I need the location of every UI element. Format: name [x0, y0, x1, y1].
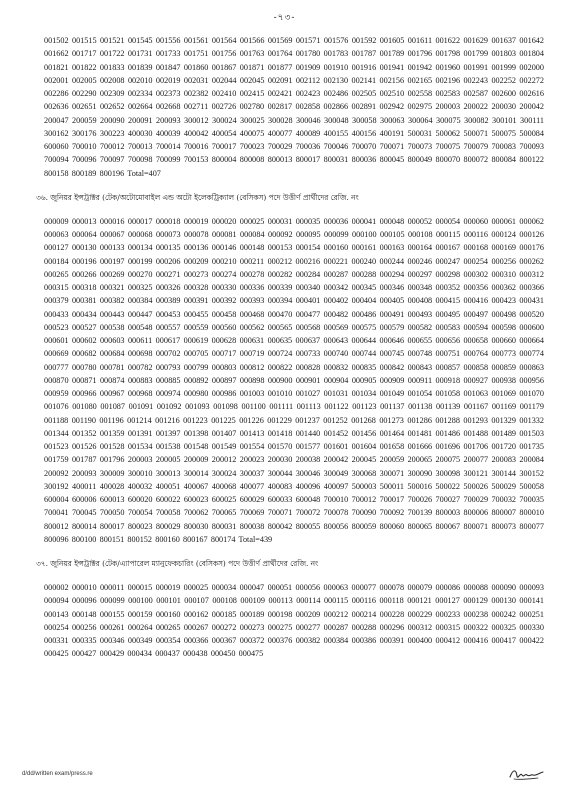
- total-count: Total=439: [238, 534, 273, 544]
- total-count: Total=407: [127, 168, 161, 178]
- registration-number-list: [44, 581, 544, 661]
- registration-numbers: 000002 000010 000011 000015 000019 000025 000034 000047 000051 000056 000063 000077 000078 000079 000086 000088 000090 000093 000094 000096 000099 000100 000101 000107 000108 000109 000113 000114 000115 000116 000118 000121 000127 000129 000130 000141 000143 000148 000155 000159 000160 000162 000185 000189 000198 000209 000212 000214 000228 000229 000233 000238 000242 000251 000254 000256 000261 000264 000265 000267 000272 000273 000275 000277 000287 000288 000296 000312 000315 000322 000325 000330 000331 000335 000346 000349 000354 000366 000367 000372 000376 000382 000384 000386 000391 000400 000412 000416 000417 000422 000425 000427 000429 000434 000437 000438 000450 000475: [44, 583, 544, 659]
- section-heading-37: ৩৭. জুনিয়র ইন্সট্রাক্টর (টেক/এ্যাপারেল ম্যানুফেকচারিং (বেসিকস) পদে উত্তীর্ণ প্রার্থীদের রেজি. নং: [36, 559, 319, 568]
- registration-numbers: 000009 000013 000016 000017 000018 000019 000020 000025 000031 000035 000036 000041 000048 000052 000054 000060 000061 000062 000063 000064 000067 000068 000073 000078 000081 000084 000092 000095 000099 000100 000105 000108 000115 000116 000124 000126 000127 000130 000133 000134 000135 000136 000146 000148 000153 000154 000160 000161 000163 000164 000167 000168 000169 000176 000184 000196 000197 000199 000206 000209 000210 000211 000212 000216 000221 000240 000244 000246 000247 000254 000256 000262 000265 000266 000269 000270 000271 000273 000274 000278 000282 000284 000287 000288 000294 000297 000298 000302 000310 000312 000315 000318 000321 000325 000326 000328 000330 000336 000339 000340 000342 000345 000346 000348 000352 000356 000362 000366 000379 000381 000382 000384 000389 000391 000392 000393 000394 000401 000402 000404 000405 000408 000415 000416 000423 000431 000433 000434 000443 000447 000453 000455 000458 000468 000470 000477 000482 000486 000491 000493 000495 000497 000498 000520 000523 000527 000538 000548 000557 000559 000560 000562 000565 000568 000569 000575 000579 000582 000583 000594 000598 000600 000601 000602 000603 000611 000617 000619 000628 000631 000635 000637 000643 000644 000646 000655 000656 000658 000660 000664 000669 000682 000684 000698 000702 000705 000717 000719 000724 000733 000740 000744 000745 000748 000751 000764 000773 000774 000777 000780 000781 000782 000793 000799 000803 000812 000822 000828 000832 000835 000842 000843 000857 000858 000859 000863 000870 000871 000874 000883 000885 000892 000897 000898 000900 000901 000904 000905 000909 000911 000918 000927 000938 000956 000959 000966 000967 000968 000974 000980 000986 001003 001010 001027 001031 001034 001049 001054 001058 001063 001069 001070 001076 001080 001087 001091 001092 001093 001098 001100 001111 001113 001122 001123 001137 001138 001139 001167 001169 001179 001188 001190 001196 001214 001216 001223 001225 001226 001229 001237 001252 001268 001273 001286 001288 001293 001329 001332 001344 001352 001359 001391 001397 001398 001407 001413 001418 001440 001452 001456 001464 001481 001486 001488 001489 001503 001523 001526 001528 001534 001538 001548 001549 001554 001570 001577 001601 001604 001658 001666 001696 001706 001720 001735 001759 001787 001796 200003 200005 200009 200012 200023 200030 200038 200042 200045 200059 200065 200075 200077 200083 200084 200092 200093 300009 300010 300013 300014 300024 300037 300044 300046 300049 300068 300071 300090 300098 300121 300144 300152 300192 400011 400028 400032 400051 400067 400068 400077 400083 400096 400097 500003 500011 500016 500022 500026 500029 500058 600004 600006 600013 600020 600022 600023 600025 600029 600033 600048 700010 700012 700017 700026 700027 700029 700032 700035 700041 700045 700050 700054 700058 700062 700065 700069 700071 700072 700078 700090 700092 700139 800003 800006 800007 800010 800012 800014 800017 800023 800029 800030 800031 800038 800042 800055 800056 800059 800060 800065 800067 800071 800073 800077 800096 800100 800151 800152 800160 800167 800174: [44, 216, 544, 544]
- registration-number-list: [44, 34, 544, 180]
- signature-icon: [508, 766, 546, 782]
- registration-numbers: 001502 001515 001521 001545 001556 001561 001564 001566 001569 001571 001576 001592 001605 001611 001622 001629 001637 001642 001662 001717 001722 001731 001733 001751 001756 001763 001764 001780 001783 001787 001789 001796 001798 001799 001803 001804 001821 001822 001833 001839 001847 001860 001867 001871 001877 001909 001910 001916 001941 001942 001960 001991 001999 002000 002001 002005 002008 002010 002019 002031 002044 002045 002091 002112 002130 002141 002156 002165 002196 002243 002252 002272 002286 002290 002309 002334 002373 002382 002410 002415 002421 002423 002486 002505 002510 002558 002583 002587 002600 002616 002636 002651 002652 002664 002668 002711 002726 002780 002817 002858 002866 002891 002942 002975 200003 200022 200030 200042 200047 200059 200090 200091 200093 300012 300024 300025 300028 300046 300048 300058 300063 300064 300075 300082 300101 300111 300162 300176 300223 400030 400039 400042 400054 400075 400077 400089 400155 400156 400191 500031 500062 500071 500075 500084 600060 700010 700012 700013 700014 700016 700017 700023 700029 700036 700046 700070 700071 700073 700075 700079 700083 700093 700094 700096 700097 700098 700099 700153 800004 800008 800013 800017 800031 800036 800045 800049 800070 800072 800084 800122 800158 800189 800196: [44, 36, 544, 178]
- registration-number-list: [44, 215, 544, 546]
- page-number: -৭৩-: [273, 13, 296, 23]
- section-heading-36: ৩৬. জুনিয়র ইন্সট্রাক্টর (টেক/অটোমোবাইল এন্ড অটো ইলেকট্রিক্যাল (বেসিকস) পদে উত্তীর্ণ প্রার্থীদের রেজি. নং: [36, 192, 359, 202]
- document-body: [36, 34, 544, 661]
- footer-file-path: d/dd/written exam/press.re: [22, 771, 93, 777]
